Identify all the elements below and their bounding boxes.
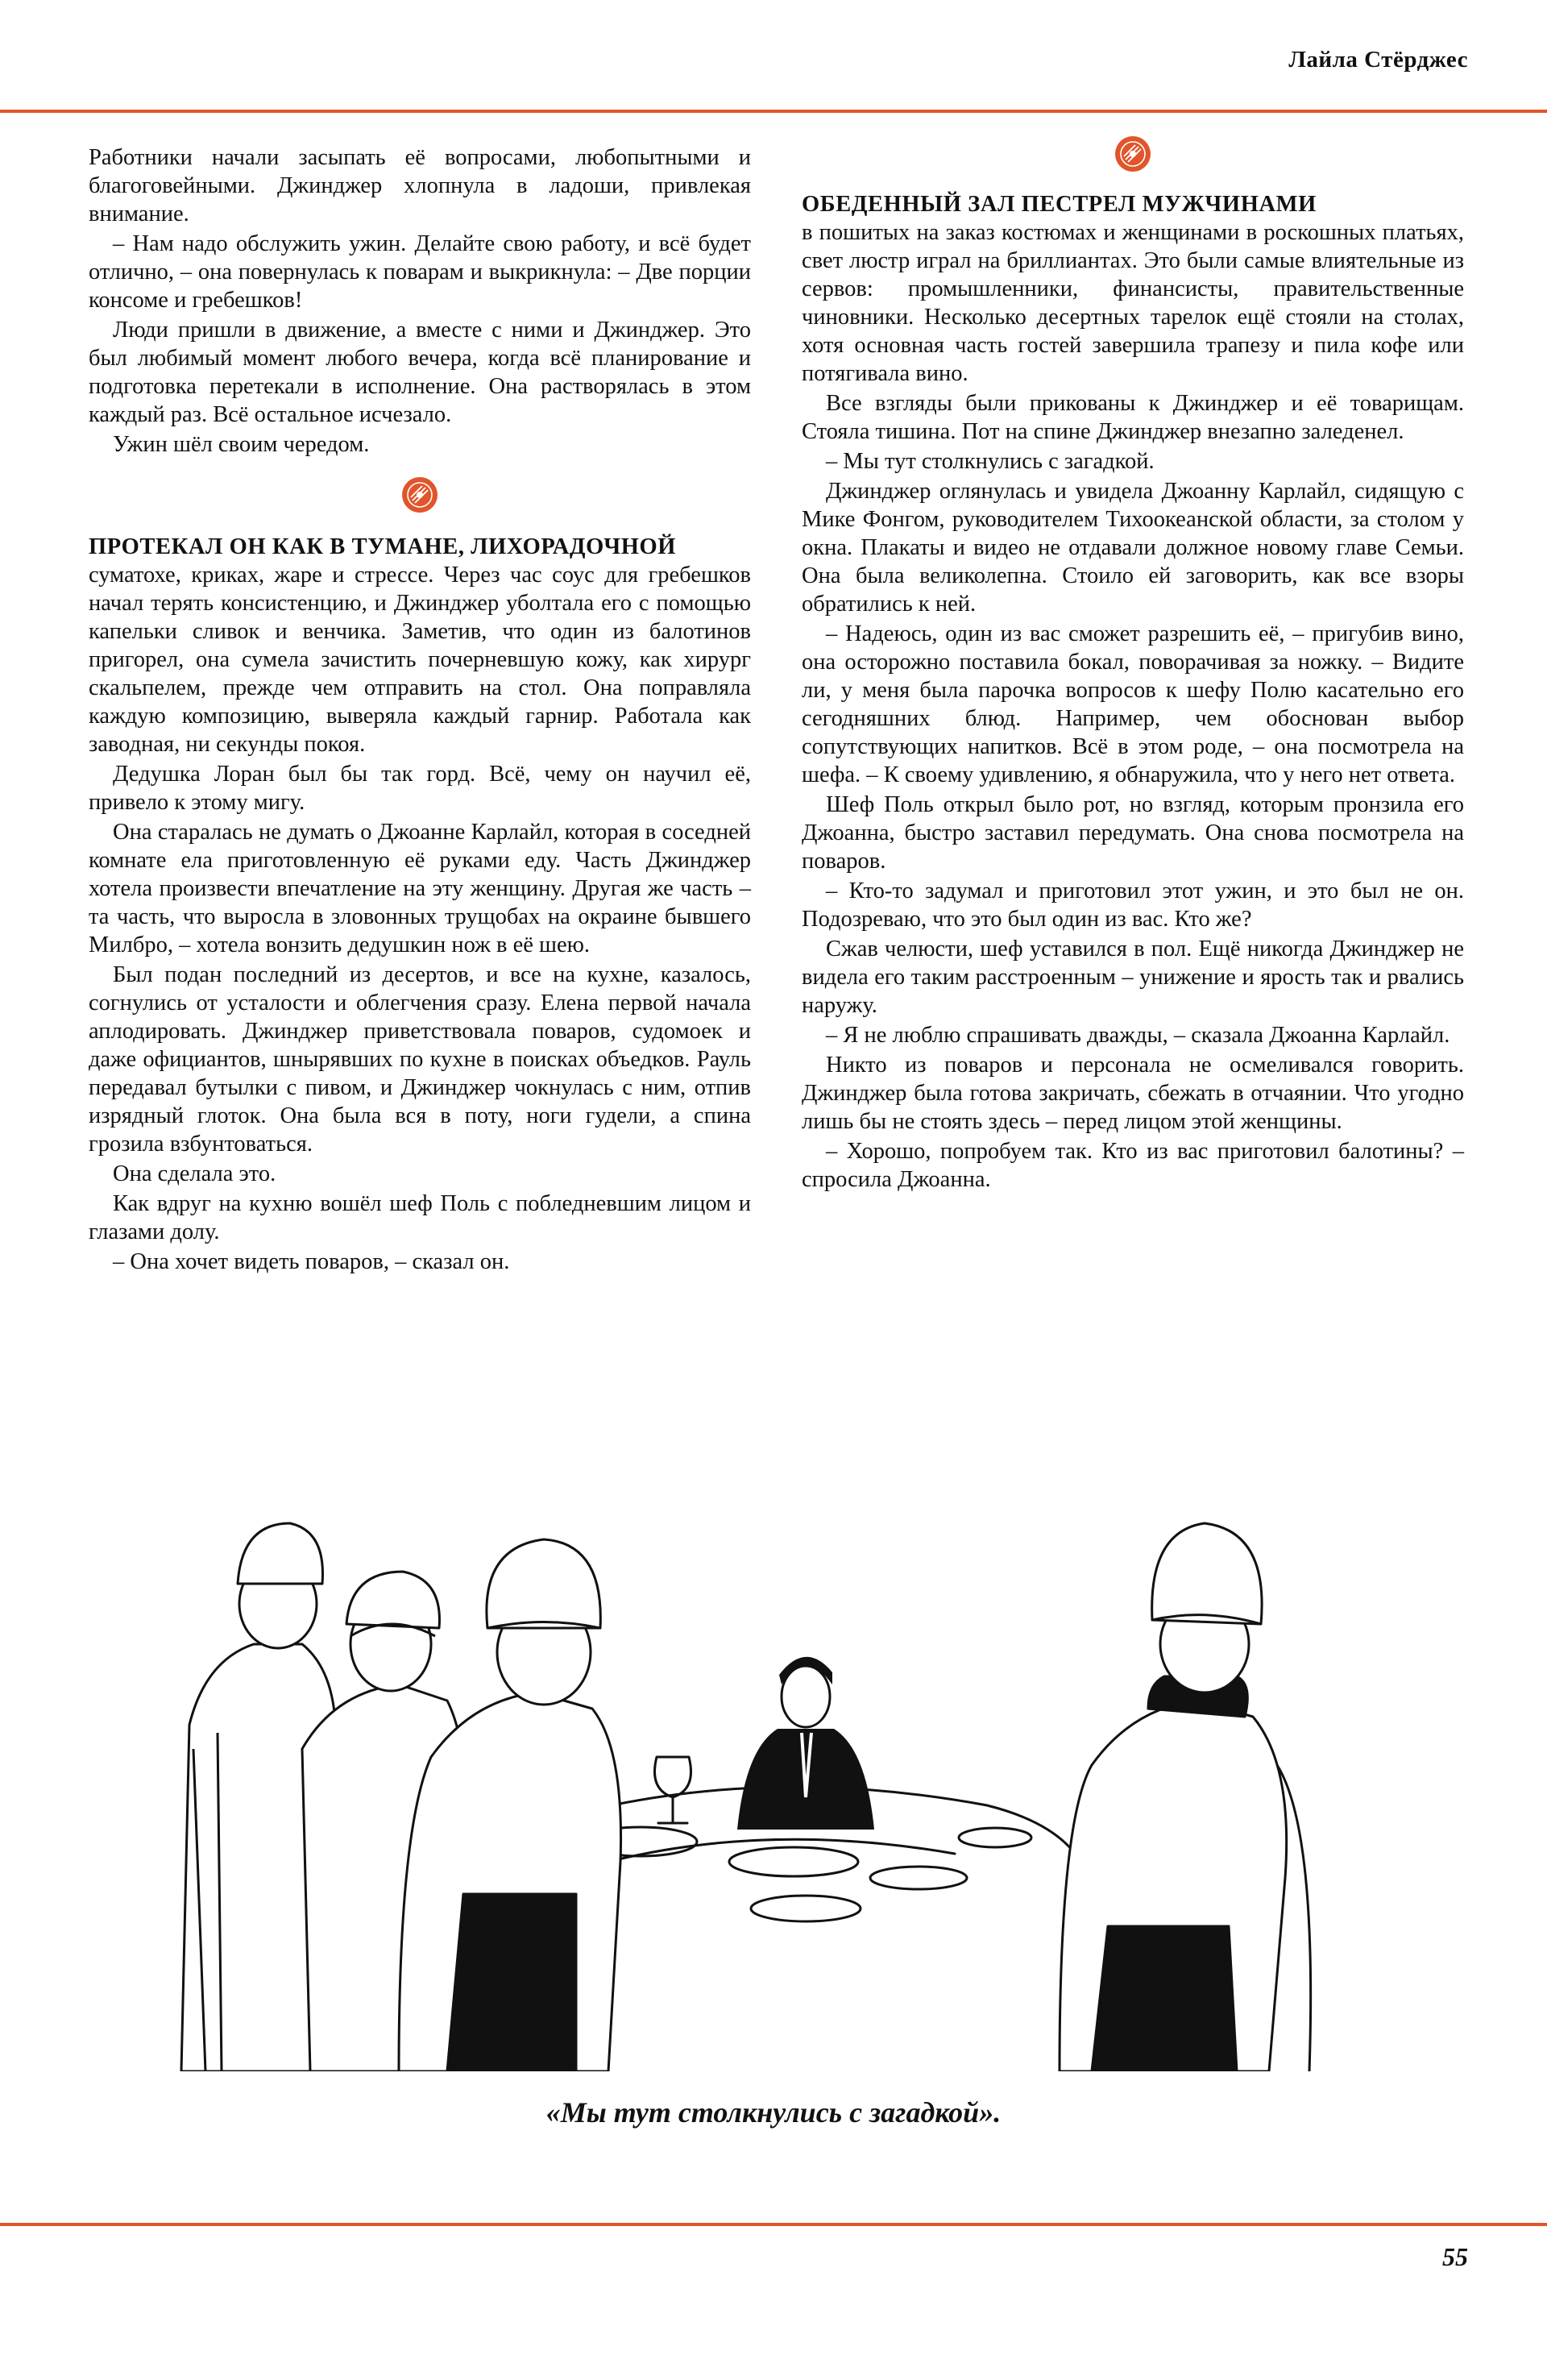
paragraph: Ужин шёл своим чередом. (113, 432, 370, 457)
plate (959, 1828, 1031, 1847)
paragraph: Люди пришли в движение, а вместе с ними и Джинджер. Это был любимый момент любого вечера, когда всё планирование и подготовка перетекали в исполнение. Она растворялась в этом каждый раз. Всё остальное исчезало. (89, 318, 751, 427)
paragraph: – Надеюсь, один из вас сможет разрешить её, – пригубив вино, она осторожно поставила бокал, поворачивая за ножку. – Видите ли, у меня была парочка вопросов к шефу Полю касательно его сегодняшних блюд. Например, чем обоснован выбор сопутствующих напитков. Всё в этом роде, – она посмотрела на шефа. – К своему удивлению, я обнаружила, что у него нет ответа. (802, 621, 1464, 787)
paragraph: Шеф Поль открыл было рот, но взгляд, которым пронзила его Джоанна, быстро заставил передумать. Она снова посмотрела на поваров. (802, 792, 1464, 874)
paragraph: Сжав челюсти, шеф уставился в пол. Ещё никогда Джинджер не видела его таким расстроенным – унижение и ярость так и рвались наружу. (802, 937, 1464, 1018)
illustration-chefs-before-diner (157, 1443, 1390, 2071)
plate (870, 1867, 967, 1889)
paragraph: Джинджер оглянулась и увидела Джоанну Карлайл, сидящую с Мике Фонгом, руководителем Тихоокеанской области, за столом у окна. Плакаты и видео не отдавали должное новому главе Семьи. Она была великолепна. Стоило ей заговорить, как все взоры обратились к ней. (802, 479, 1464, 617)
paragraph: – Мы тут столкнулись с загадкой. (826, 449, 1155, 474)
lead-in-caps: ПРОТЕКАЛ ОН КАК В ТУМАНЕ, ЛИХОРАДОЧНОЙ (89, 534, 677, 559)
illustration-caption: «Мы тут столкнулись с загадкой». (545, 2096, 1002, 2129)
lead-in-text: суматохе, криках, жаре и стрессе. Через час соус для гребешков начал терять консистенцию, и Джинджер уболтала его с помощью капельки сливок и венчика. Заметив, что один из балотинов пригорел, она сумела зачистить почерневшую кожу, как хирург скальпелем, прежде чем отправить на стол. Она поправляла каждую композицию, выверяла каждый гарнир. Работала как заводная, ни секунды покоя. (89, 563, 751, 757)
page-number: 55 (1442, 2242, 1468, 2271)
plate (729, 1847, 858, 1876)
paragraph: Дедушка Лоран был бы так горд. Всё, чему он научил её, привело к этому мигу. (89, 762, 751, 815)
paragraph: Никто из поваров и персонала не осмеливался говорить. Джинджер была готова закричать, сбежать в отчаянии. Что угодно лишь бы не стоять здесь – перед лицом этой женщины. (802, 1053, 1464, 1134)
text-column-left (89, 143, 751, 1276)
seated-woman-figure (737, 1657, 874, 1830)
plate (751, 1896, 861, 1921)
chef-figure (1060, 1523, 1311, 2071)
paragraph: – Хорошо, попробуем так. Кто из вас приготовил балотины? – спросила Джоанна. (802, 1139, 1464, 1192)
header-rule (0, 110, 1547, 113)
footer-rule (0, 2223, 1547, 2226)
wine-glass (655, 1757, 691, 1823)
paragraph: Она старалась не думать о Джоанне Карлайл, которая в соседней комнате ела приготовленную её руками еду. Часть Джинджер хотела произвести впечатление на эту женщину. Другая же часть – та часть, что выросла в зловонных трущобах на окраине бывшего Милбро, – хотела вонзить дедушкин нож в её шею. (89, 820, 751, 957)
section-lead-paragraph (802, 190, 1464, 388)
lead-in-text: в пошитых на заказ костюмах и женщинами в роскошных платьях, свет люстр играл на бриллиантах. Это были самые влиятельные из сервов: промышленники, финансисты, правительственные чиновники. Несколько десертных тарелок ещё стояли на столах, хотя основная часть гостей завершила трапезу и пила кофе или потягивала вино. (802, 220, 1464, 386)
section-lead-paragraph (89, 533, 751, 758)
paragraph: Был подан последний из десертов, и все на кухне, казалось, согнулись от усталости и облегчения сразу. Елена первой начала аплодировать. Джинджер приветствовала поваров, судомоек и даже официантов, шнырявших по кухне в поисках объедков. Рауль передавал бутылки с пивом, и Джинджер чокнулась с ним, отпив изрядный глоток. Она была вся в поту, ноги гудели, а спина грозила взбунтоваться. (89, 962, 751, 1157)
paragraph: – Я не люблю спрашивать дважды, – сказала Джоанна Карлайл. (826, 1023, 1450, 1048)
text-column-right (802, 135, 1464, 1194)
section-ornament-icon (401, 476, 438, 513)
section-ornament-icon (1114, 135, 1151, 172)
paragraph: – Она хочет видеть поваров, – сказал он. (113, 1249, 510, 1274)
paragraph: Она сделала это. (113, 1161, 276, 1186)
paragraph: – Нам надо обслужить ужин. Делайте свою работу, и всё будет отлично, – она повернулась к поварам и выкрикнула: – Две порции консоме и гребешков! (89, 231, 751, 313)
running-header-author: Лайла Стёрджес (1288, 47, 1468, 73)
paragraph: Работники начали засыпать её вопросами, любопытными и благоговейными. Джинджер хлопнула в ладоши, привлекая внимание. (89, 145, 751, 226)
paragraph: – Кто-то задумал и приготовил этот ужин, и это был не он. Подозреваю, что это был один из вас. Кто же? (802, 878, 1464, 932)
lead-in-caps: ОБЕДЕННЫЙ ЗАЛ ПЕСТРЕЛ МУЖЧИНАМИ (802, 192, 1317, 217)
paragraph: Как вдруг на кухню вошёл шеф Поль с побледневшим лицом и глазами долу. (89, 1191, 751, 1244)
paragraph: Все взгляды были прикованы к Джинджер и её товарищам. Стояла тишина. Пот на спине Джинджер внезапно заледенел. (802, 391, 1464, 444)
